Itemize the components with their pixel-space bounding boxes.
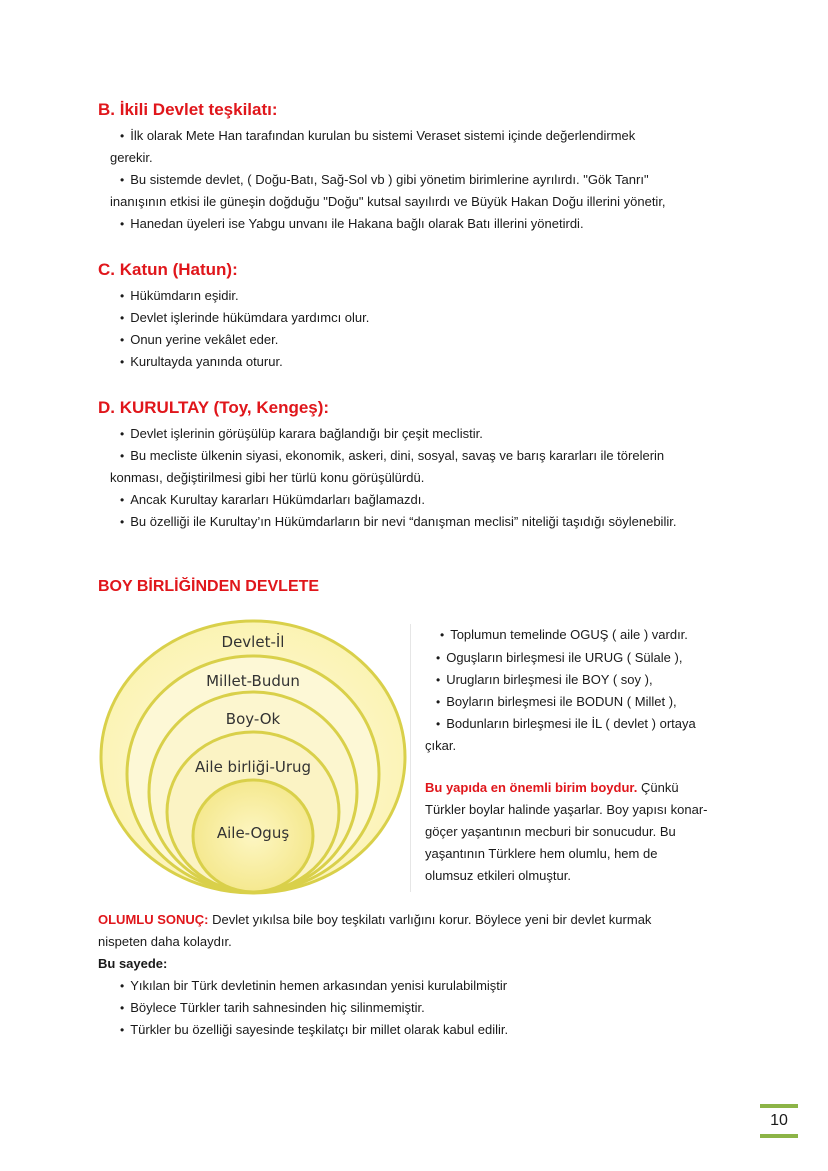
diagram-label-devlet-il: Devlet-İl xyxy=(221,633,285,651)
boy-paragraph-line: olumsuz etkileri olmuştur. xyxy=(425,868,571,883)
diagram-label-boy-ok: Boy-Ok xyxy=(225,710,281,728)
section-b-line: • Hanedan üyeleri ise Yabgu unvanı ile Hakana bağlı olarak Batı illerini yönetirdi. xyxy=(120,216,584,232)
section-b-title: B. İkili Devlet teşkilatı: xyxy=(98,100,278,119)
section-b-line: • İlk olarak Mete Han tarafından kurulan bu sistemi Veraset sistemi içinde değerlendirmek xyxy=(120,128,635,144)
section-boy-title: BOY BİRLİĞİNDEN DEVLETE xyxy=(98,578,320,595)
section-b-line: inanışının etkisi ile güneşin doğduğu "Doğu" kutsal sayılırdı ve Büyük Hakan Doğu illerini yönetir, xyxy=(110,194,666,209)
boy-list-item: • Oguşların birleşmesi ile URUG ( Sülale ), xyxy=(436,650,682,666)
boy-list-item: • Boyların birleşmesi ile BODUN ( Millet ), xyxy=(436,694,677,710)
boy-paragraph-line: Türkler boylar halinde yaşarlar. Boy yapısı konar- xyxy=(425,802,708,817)
olumlu-item: • Türkler bu özelliği sayesinde teşkilatçı bir millet olarak kabul edilir. xyxy=(120,1022,508,1038)
nested-circles-diagram xyxy=(98,614,410,898)
section-c-item: • Kurultayda yanında oturur. xyxy=(120,354,283,370)
section-d-line: konması, değiştirilmesi gibi her türlü konu görüşülürdü. xyxy=(110,470,425,485)
page-number-box xyxy=(760,1104,798,1140)
diagram-label-aile-ogus: Aile-Oguş xyxy=(216,824,290,842)
section-b-line: • Bu sistemde devlet, ( Doğu-Batı, Sağ-Sol vb ) gibi yönetim birimlerine ayrılırdı. "Gök Tanrı" xyxy=(120,172,649,188)
section-d-title: D. KURULTAY (Toy, Kengeş): xyxy=(98,398,330,417)
page-number-bottom-bar xyxy=(760,1134,798,1138)
olumlu-sonuc-line xyxy=(98,912,651,928)
section-d-line: • Devlet işlerinin görüşülüp karara bağlandığı bir çeşit meclistir. xyxy=(120,426,483,442)
boy-list-item: • Bodunların birleşmesi ile İL ( devlet ) ortaya xyxy=(436,716,696,732)
olumlu-sonuc-text: Devlet yıkılsa bile boy teşkilatı varlığını korur. Böylece yeni bir devlet kurmak xyxy=(212,912,652,927)
bu-sayede-label: Bu sayede: xyxy=(98,956,168,971)
boy-paragraph-text: Çünkü xyxy=(641,780,679,795)
page-number-top-bar xyxy=(760,1104,798,1108)
column-divider xyxy=(410,624,411,892)
page-number: 10 xyxy=(770,1112,788,1129)
section-d-line: • Bu mecliste ülkenin siyasi, ekonomik, askeri, dini, sosyal, savaş ve barış kararları ile törelerin xyxy=(120,448,664,464)
section-c-item: • Hükümdarın eşidir. xyxy=(120,288,239,304)
boy-paragraph-line: göçer yaşantının mecburi bir sonucudur. Bu xyxy=(425,824,676,839)
olumlu-sonuc-text-2: nispeten daha kolaydır. xyxy=(98,934,232,949)
section-c-title: C. Katun (Hatun): xyxy=(98,260,238,279)
section-c-item: • Devlet işlerinde hükümdara yardımcı olur. xyxy=(120,310,369,326)
olumlu-sonuc-label: OLUMLU SONUÇ: xyxy=(98,912,209,927)
boy-paragraph-first-line xyxy=(425,780,679,796)
boy-paragraph-emphasis: Bu yapıda en önemli birim boydur. xyxy=(425,780,638,795)
diagram-label-millet-budun: Millet-Budun xyxy=(206,672,300,690)
section-d-line: • Bu özelliği ile Kurultay’ın Hükümdarların bir nevi “danışman meclisi” niteliği taşıdığı söylenebilir. xyxy=(120,514,676,530)
olumlu-item: • Yıkılan bir Türk devletinin hemen arkasından yenisi kurulabilmiştir xyxy=(120,978,507,994)
boy-list-item: • Urugların birleşmesi ile BOY ( soy ), xyxy=(436,672,653,688)
section-d-line: • Ancak Kurultay kararları Hükümdarları bağlamazdı. xyxy=(120,492,425,508)
diagram-label-aile-birligi-urug: Aile birliği-Urug xyxy=(194,758,312,776)
olumlu-item: • Böylece Türkler tarih sahnesinden hiç silinmemiştir. xyxy=(120,1000,425,1016)
boy-list-item: • Toplumun temelinde OGUŞ ( aile ) vardır. xyxy=(440,627,688,643)
boy-list-tail: çıkar. xyxy=(425,738,457,753)
section-c-item: • Onun yerine vekâlet eder. xyxy=(120,332,278,348)
section-b-line: gerekir. xyxy=(110,150,153,165)
boy-paragraph-line: yaşantının Türklere hem olumlu, hem de xyxy=(425,846,658,861)
